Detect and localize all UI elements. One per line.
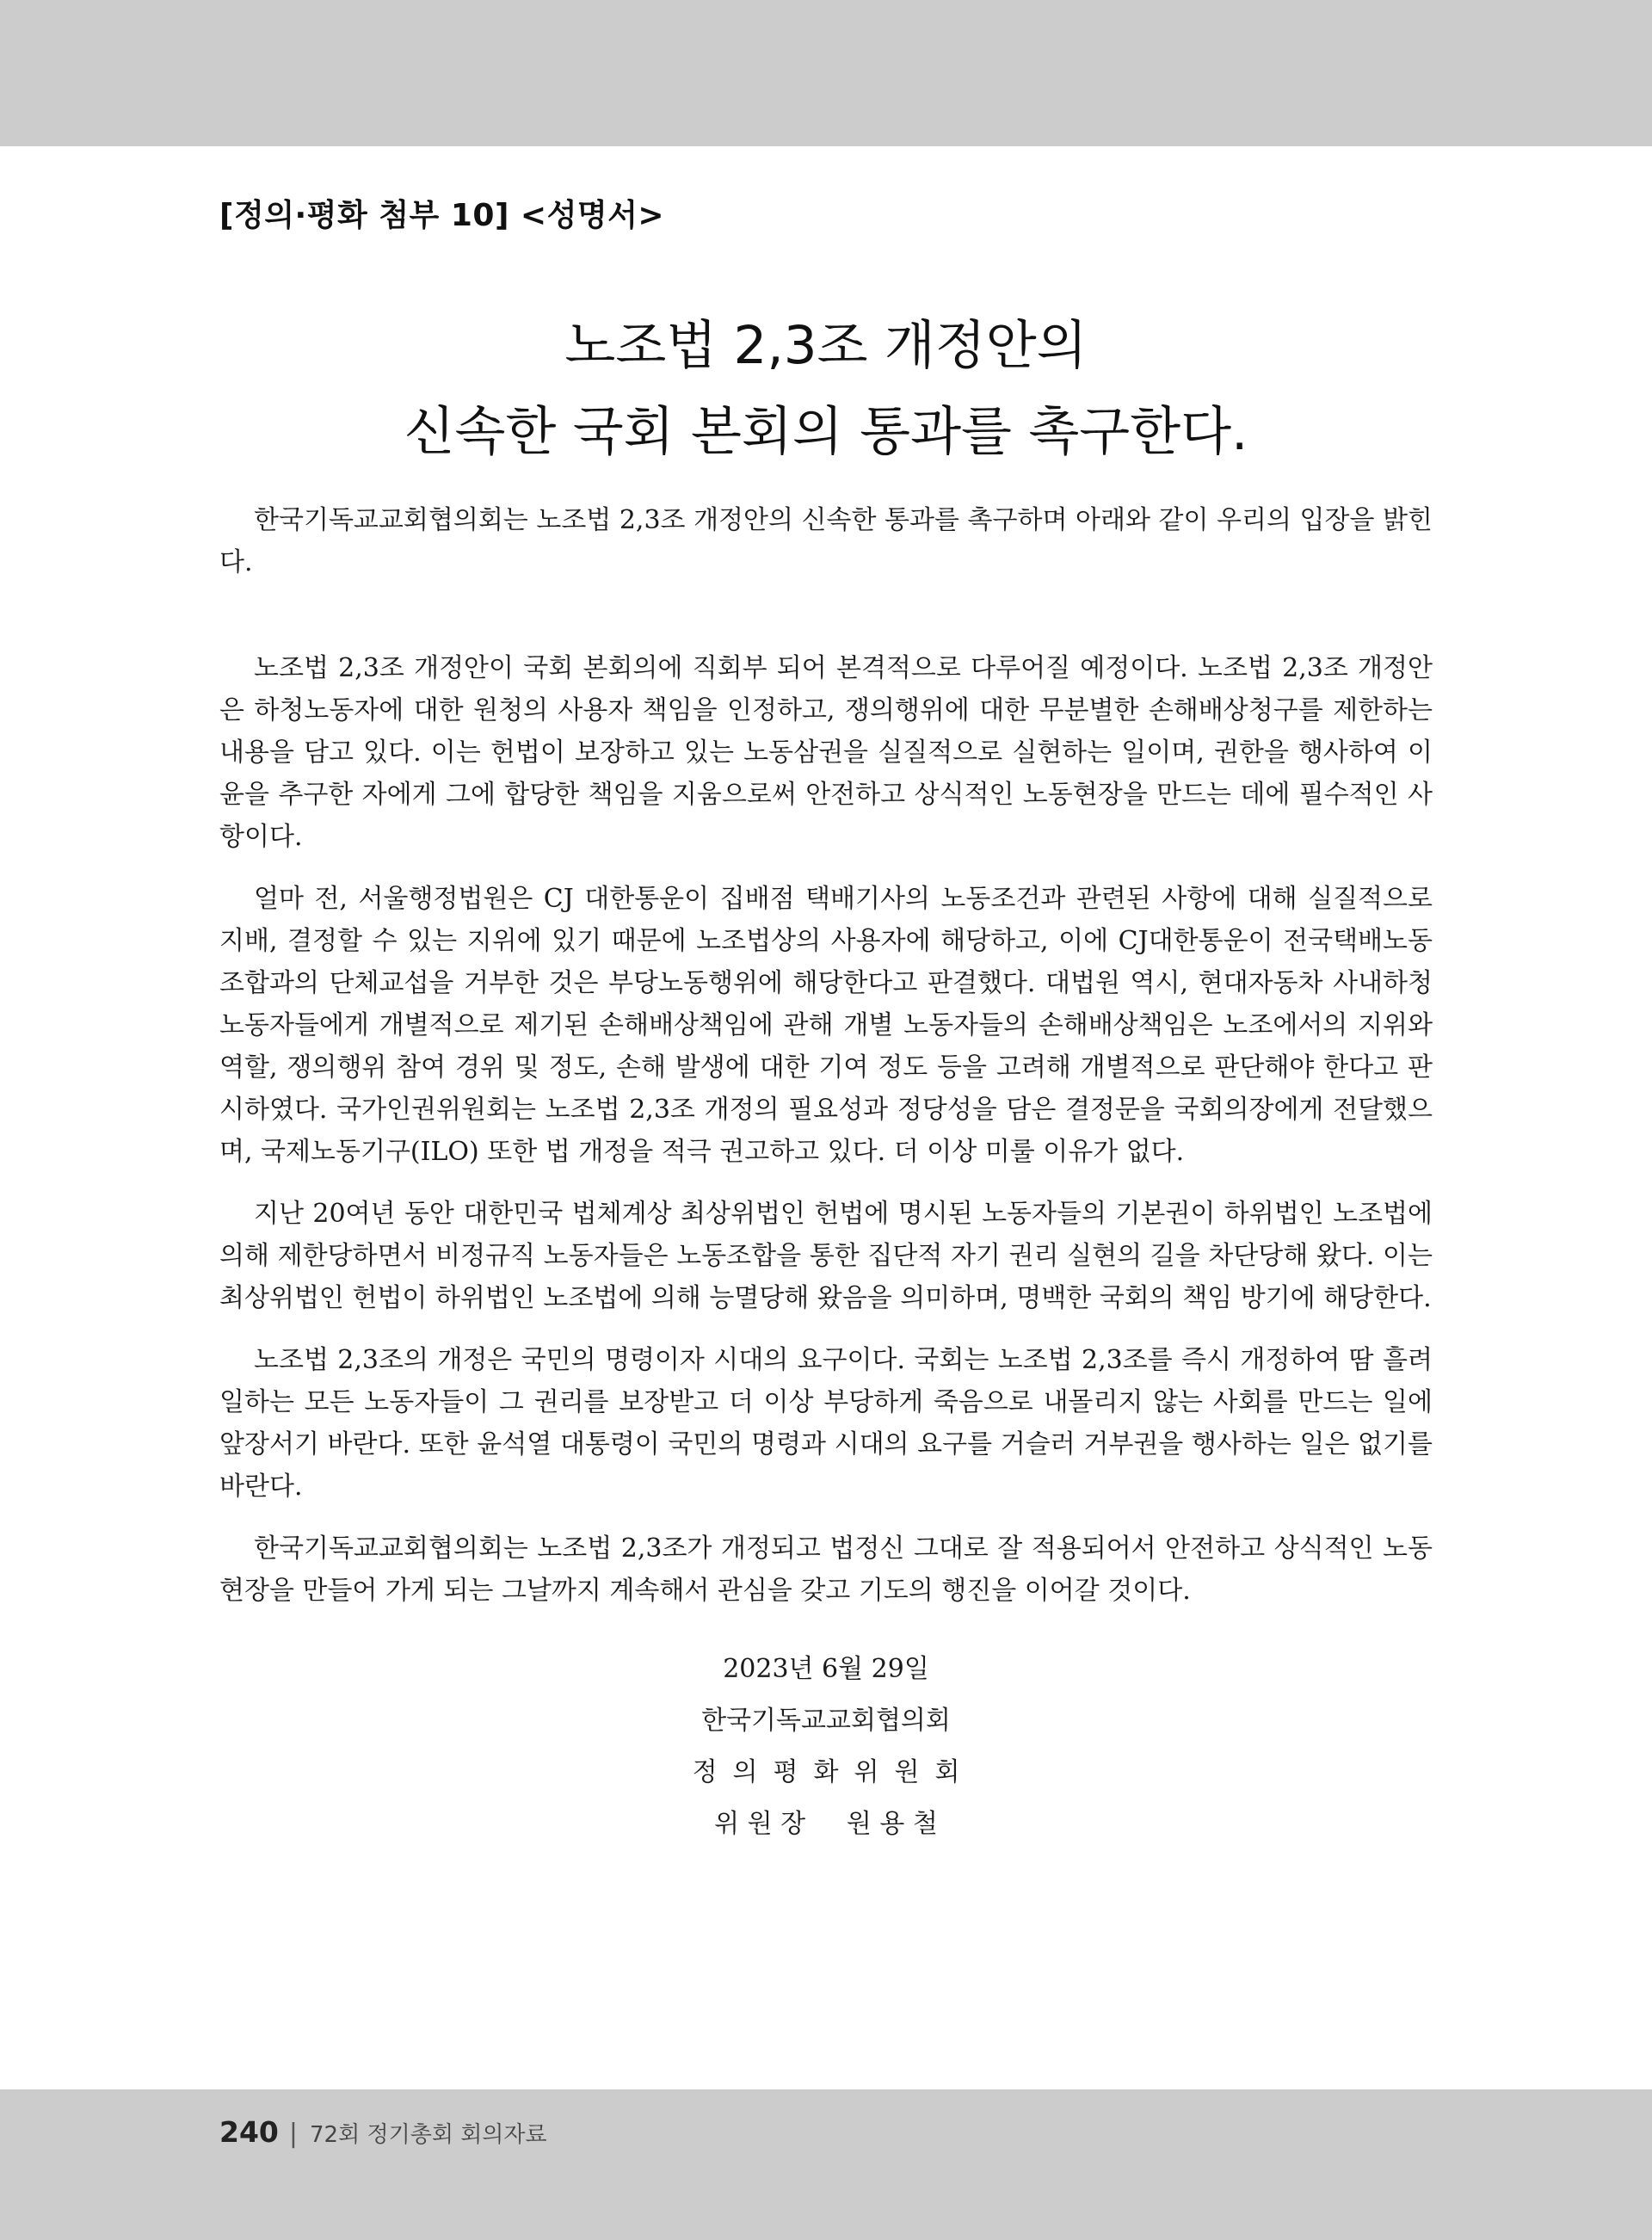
- body-paragraph: 한국기독교교회협의회는 노조법 2,3조가 개정되고 법정신 그대로 잘 적용되어서 안전하고 상식적인 노동현장을 만들어 가게 되는 그날까지 계속해서 관심을 갖고 기도의 행진을 이어갈 것이다.: [219, 1533, 1433, 1606]
- document-title: [219, 303, 1433, 475]
- signatory-line: 위 원 장 원 용 철: [714, 1809, 938, 1839]
- committee-name: 정의평화위원회: [692, 1757, 976, 1787]
- body-paragraph: 노조법 2,3조의 개정은 국민의 명령이자 시대의 요구이다. 국회는 노조법 2,3조를 즉시 개정하여 땀 흘려 일하는 모든 노동자들이 그 권리를 보장받고 더 이상 부당하게 죽음으로 내몰리지 않는 사회를 만드는 일에 앞장서기 바란다. 또한 윤석열 대통령이 국민의 명령과 시대의 요구를 거슬러 거부권을 행사하는 일은 없기를 바란다.: [219, 1345, 1433, 1502]
- issuing-organization: 한국기독교교회협의회: [701, 1706, 951, 1736]
- title-line-2: 신속한 국회 본회의 통과를 촉구한다.: [404, 401, 1248, 462]
- body-paragraph: 지난 20여년 동안 대한민국 법체계상 최상위법인 헌법에 명시된 노동자들의 기본권이 하위법인 노조법에 의해 제한당하면서 비정규직 노동자들은 노동조합을 통한 집단적 자기 권리 실현의 길을 차단당해 왔다. 이는 최상위법인 헌법이 하위법인 노조법에 의해 능멸당해 왔음을 의미하며, 명백한 국회의 책임 방기에 해당한다.: [219, 1199, 1433, 1313]
- attachment-header: [정의·평화 첨부 10] <성명서>: [219, 198, 665, 233]
- publication-title: 72회 정기총회 회의자료: [310, 2122, 547, 2148]
- statement-date: 2023년 6월 29일: [723, 1654, 929, 1684]
- statement-body: [219, 647, 1433, 1632]
- body-paragraph: 얼마 전, 서울행정법원은 CJ 대한통운이 집배점 택배기사의 노동조건과 관련된 사항에 대해 실질적으로 지배, 결정할 수 있는 지위에 있기 때문에 노조법상의 사용자에 해당하고, 이에 CJ대한통운이 전국택배노동조합과의 단체교섭을 거부한 것은 부당노동행위에 해당한다고 판결했다. 대법원 역시, 현대자동차 사내하청노동자들에게 개별적으로 제기된 손해배상책임에 관해 개별 노동자들의 손해배상책임은 노조에서의 지위와 역할, 쟁의행위 참여 경위 및 정도, 손해 발생에 대한 기여 정도 등을 고려해 개별적으로 판단해야 한다고 판시하였다. 국가인권위원회는 노조법 2,3조 개정의 필요성과 정당성을 담은 결정문을 국회의장에게 전달했으며, 국제노동기구(ILO) 또한 법 개정을 적극 권고하고 있다. 더 이상 미룰 이유가 없다.: [219, 884, 1433, 1167]
- footer-separator: |: [288, 2119, 298, 2149]
- body-paragraph: 노조법 2,3조 개정안이 국회 본회의에 직회부 되어 본격적으로 다루어질 예정이다. 노조법 2,3조 개정안은 하청노동자에 대한 원청의 사용자 책임을 인정하고, 쟁의행위에 대한 무분별한 손해배상청구를 제한하는 내용을 담고 있다. 이는 헌법이 보장하고 있는 노동삼권을 실질적으로 실현하는 일이며, 권한을 행사하여 이윤을 추구한 자에게 그에 합당한 책임을 지움으로써 안전하고 상식적인 노동현장을 만드는 데에 필수적인 사항이다.: [219, 653, 1433, 852]
- title-line-1: 노조법 2,3조 개정안의: [564, 315, 1088, 376]
- intro-section: [219, 499, 1433, 603]
- intro-paragraph: 한국기독교교회협의회는 노조법 2,3조 개정안의 신속한 통과를 촉구하며 아래와 같이 우리의 입장을 밝힌다.: [219, 505, 1433, 577]
- top-gray-band: [0, 0, 1652, 146]
- page-number: 240: [219, 2115, 279, 2149]
- signature-block: [219, 1644, 1433, 1850]
- page-footer: [219, 2089, 547, 2175]
